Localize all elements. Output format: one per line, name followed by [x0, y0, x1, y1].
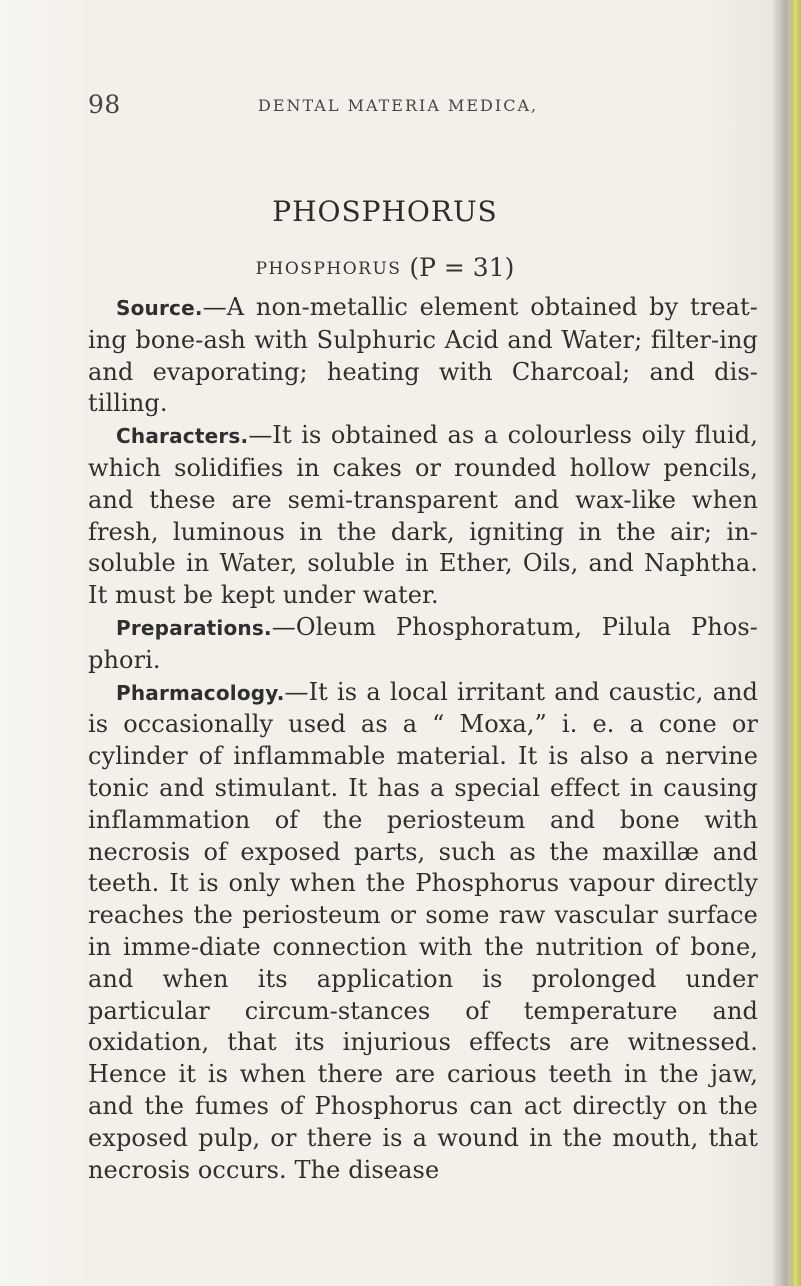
source-heading: Source. [116, 296, 203, 320]
article-title: PHOSPHORUS [272, 195, 498, 228]
pharmacology-text: —It is a local irritant and caustic, and is occasionally used as a “ Moxa,” i. e. a cone or cylinder of inflammable material. It is also a nervine tonic and stimulant. It has a special effect in causing inflammation of the periosteum and bone with necrosis of exposed parts, such as the maxillæ and teeth. It is only when the Phosphorus vapour directly reaches the periosteum or some raw vascular surface in imme-diate connection with the nutrition of bone, and when its application is prolonged under particular circum-stances of temperature and oxidation, that its injurious effects are witnessed. Hence it is when there are carious teeth in the jaw, and the fumes of Phosphorus can act directly on the exposed pulp, or there is a wound in the mouth, that necrosis occurs. The disease [88, 677, 758, 1184]
pharmacology-heading: Pharmacology. [116, 680, 285, 705]
preparations-paragraph [88, 612, 758, 677]
source-text: —A non-metallic element obtained by treat-ing bone-ash with Sulphuric Acid and Water; filter-ing and evaporating; heating with Charcoal; and dis-tilling. [88, 293, 758, 418]
preparations-text: —Oleum Phosphoratum, Pilula Phos-phori. [88, 612, 758, 674]
characters-text: —It is obtained as a colourless oily fluid, which solidifies in cakes or rounded hollow pencils, and these are semi-transparent and wax-like when fresh, luminous in the dark, igniting in the air; in-soluble in Water, soluble in Ether, Oils, and Naphtha. It must be kept under water. [88, 421, 758, 610]
running-title: DENTAL MATERIA MEDICA, [258, 96, 539, 115]
page-number: 98 [88, 90, 121, 119]
characters-paragraph [88, 420, 758, 612]
formula-label: PHOSPHORUS [255, 259, 402, 279]
preparations-heading: Preparations. [116, 615, 272, 640]
source-paragraph [88, 292, 758, 420]
page-header [0, 88, 770, 122]
chemical-formula-line [0, 250, 770, 289]
characters-heading: Characters. [116, 424, 249, 449]
book-binding-edge [777, 0, 801, 1286]
pharmacology-paragraph [88, 677, 758, 1187]
formula-value: (P = 31) [409, 253, 515, 282]
article-body [88, 292, 758, 1186]
